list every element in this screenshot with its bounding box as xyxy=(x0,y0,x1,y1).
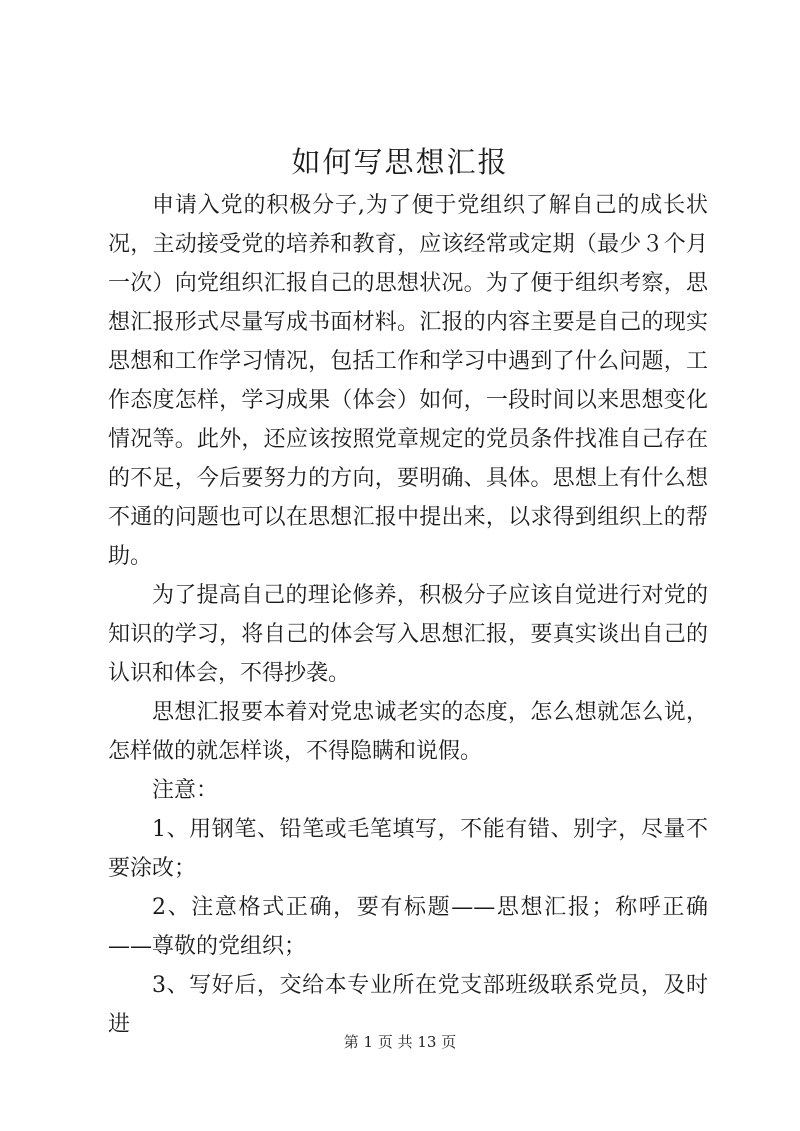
page-number: 第 1 页 共 13 页 xyxy=(343,1033,457,1051)
note-item-2: 2、注意格式正确，要有标题——思想汇报；称呼正确——尊敬的党组织； xyxy=(108,895,708,959)
note-item-1: 1、用钢笔、铅笔或毛笔填写，不能有错、别字，尽量不要涂改； xyxy=(108,817,708,881)
paragraph-honesty: 思想汇报要本着对党忠诚老实的态度，怎么想就怎么说，怎样做的就怎样谈，不得隐瞒和说假。 xyxy=(108,700,708,764)
paragraph-intro: 申请入党的积极分子,为了便于党组织了解自己的成长状况，主动接受党的培养和教育，应该经常或定期（最少３个月一次）向党组织汇报自己的思想状况。为了便于组织考察，思想汇报形式尽量写成书面材料。汇报的内容主要是自己的现实思想和工作学习情况，包括工作和学习中遇到了什么问题，工作态度怎样，学习成果（体会）如何，一段时间以来思想变化情况等。此外，还应该按照党章规定的党员条件找准自己存在的不足，今后要努力的方向，要明确、具体。思想上有什么想不通的问题也可以在思想汇报中提出来，以求得到组织上的帮助。 xyxy=(108,193,708,569)
paragraph-theory-study: 为了提高自己的理论修养，积极分子应该自觉进行对党的知识的学习，将自己的体会写入思想汇报，要真实谈出自己的认识和体会，不得抄袭。 xyxy=(108,583,708,686)
notes-heading: 注意： xyxy=(152,778,219,803)
document-body xyxy=(108,186,708,1044)
document-title: 如何写思想汇报 xyxy=(291,145,509,179)
note-item-3: 3、写好后，交给本专业所在党支部班级联系党员，及时进 xyxy=(108,973,708,1037)
